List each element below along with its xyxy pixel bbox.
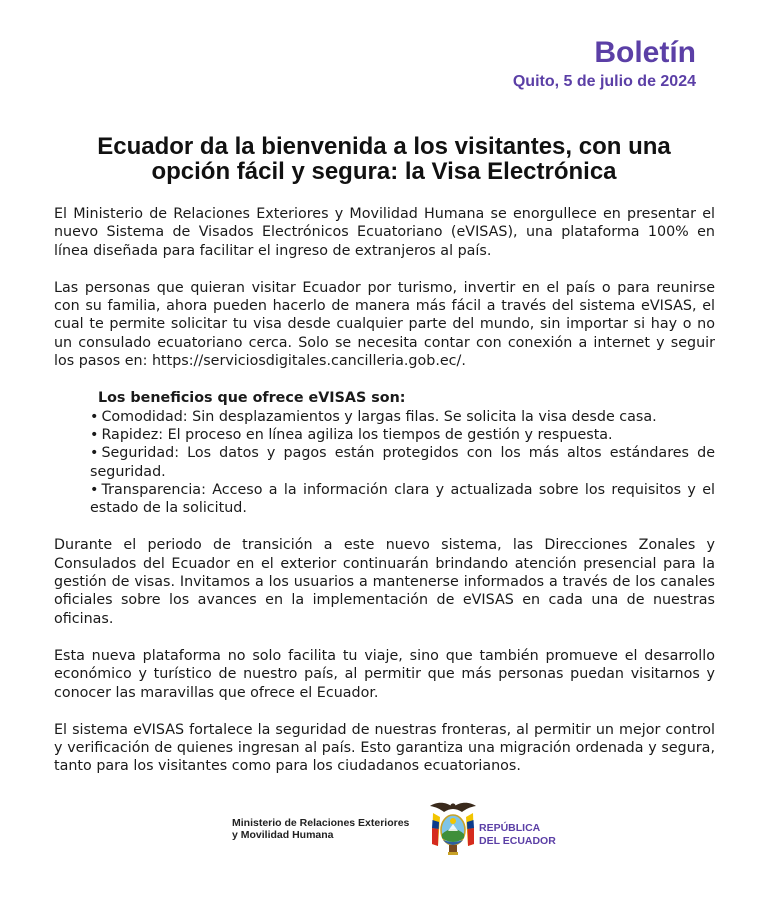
benefits-section [90, 389, 715, 517]
paragraph-intro: El Ministerio de Relaciones Exteriores y Movilidad Humana se enorgullece en presentar el nuevo Sistema de Visados Electrónicos Ecuatoriano (eVISAS), una plataforma 100% en línea diseñada para facilitar el ingreso de extranjeros al país. [54, 206, 715, 259]
country-line2: DEL ECUADOR [479, 834, 556, 847]
benefit-rapidez: Rapidez: El proceso en línea agiliza los tiempos de gestión y respuesta. [101, 426, 613, 443]
ministry-name-line2: y Movilidad Humana [232, 829, 334, 841]
list-item [90, 426, 715, 444]
ministry-name-line1: Ministerio de Relaciones Exteriores [232, 817, 410, 829]
bullet-icon: • [90, 426, 99, 443]
document-date: Quito, 5 de julio de 2024 [512, 73, 696, 90]
article-body [54, 205, 715, 795]
benefits-list [90, 408, 715, 518]
document-type: Boletín [594, 36, 696, 69]
country-line1: REPÚBLICA [479, 822, 541, 834]
page-title: Ecuador da la bienvenida a los visitantes, con una opción fácil y segura: la Visa Electrónica [97, 133, 671, 185]
coat-of-arms-icon [428, 800, 478, 858]
paragraph-development: Esta nueva plataforma no solo facilita tu viaje, sino que también promueve el desarrollo económico y turístico de nuestro país, al permitir que más personas puedan visitarnos y conocer las maravillas que ofrece el Ecuador. [54, 647, 715, 701]
list-item [90, 444, 715, 481]
benefit-comodidad: Comodidad: Sin desplazamientos y largas filas. Se solicita la visa desde casa. [101, 408, 657, 425]
country-label [479, 822, 556, 847]
list-item [90, 481, 715, 518]
bullet-icon: • [90, 481, 99, 498]
ministry-signature [232, 817, 409, 841]
benefit-seguridad: Seguridad: Los datos y pagos están protegidos con los más altos estándares de seguridad. [90, 445, 715, 480]
benefit-transparencia: Transparencia: Acceso a la información clara y actualizada sobre los requisitos y el estado de la solicitud. [90, 481, 715, 517]
list-item [90, 408, 715, 426]
paragraph-transition: Durante el periodo de transición a este nuevo sistema, las Direcciones Zonales y Consulados del Ecuador en el exterior continuarán brindando atención presencial para la gestión de visas. Invitamos a los usuarios a mantenerse informados a través de los canales oficiales sobre los avances en la implementación de eVISAS en cada una de nuestras oficinas. [54, 537, 715, 627]
bullet-icon: • [90, 408, 99, 425]
paragraph-security: El sistema eVISAS fortalece la seguridad de nuestras fronteras, al permitir un mejor control y verificación de quienes ingresan al país. Esto garantiza una migración ordenada y segura, tanto para los visitantes como para los ciudadanos ecuatorianos. [54, 721, 715, 775]
benefits-title: Los beneficios que ofrece eVISAS son: [98, 390, 406, 407]
paragraph-visitors: Las personas que quieran visitar Ecuador por turismo, invertir en el país o para reunirse con su familia, ahora pueden hacerlo de manera más fácil a través del sistema eVISAS, el cual te permite solicitar tu visa desde cualquier parte del mundo, sin importar si hay o no un consulado ecuatoriano cerca. Solo se necesita contar con conexión a internet y seguir los pasos en: https://serviciosdigitales.cancilleria.gob.ec/. [54, 279, 715, 370]
bullet-icon: • [90, 445, 99, 462]
bulletin-header [513, 36, 696, 91]
